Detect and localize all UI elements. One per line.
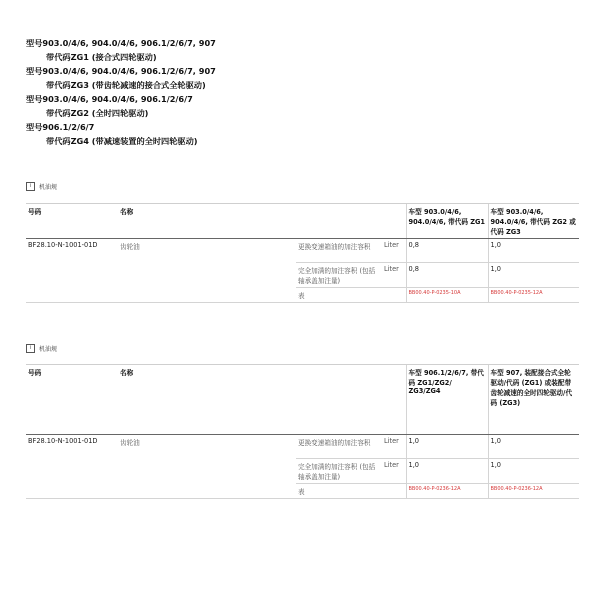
row-description: 表 <box>296 288 382 303</box>
model-header <box>26 36 586 148</box>
row-unit: Liter <box>382 459 406 484</box>
header-line: 带代码ZG3 (带齿轮减速的接合式全轮驱动) <box>46 80 206 90</box>
value-model-a: 0,8 <box>406 263 488 288</box>
col-header-blank <box>382 365 406 435</box>
part-number: BF28.10-N-1001-01D <box>26 239 118 303</box>
value-model-a: 1,0 <box>406 459 488 484</box>
part-name: 齿轮油 <box>118 435 296 499</box>
reference-link[interactable]: BB00.40-P-0236-12A <box>406 484 488 499</box>
section-title: 机油规 <box>39 346 58 353</box>
oil-table-1 <box>26 203 579 303</box>
header-line: 带代码ZG4 (带减速装置的全时四轮驱动) <box>46 136 198 146</box>
row-unit: Liter <box>382 239 406 263</box>
value-model-b: 1,0 <box>488 435 579 459</box>
row-unit: Liter <box>382 435 406 459</box>
info-icon: i <box>26 344 35 353</box>
col-header-number: 号码 <box>26 365 118 435</box>
header-line: 型号903.0/4/6, 904.0/4/6, 906.1/2/6/7 <box>26 94 193 104</box>
col-header-blank <box>296 204 382 239</box>
row-description: 更换变速箱油的加注容积 <box>296 435 382 459</box>
row-description: 完全加满的加注容积 (包括轴承盖加注量) <box>296 459 382 484</box>
col-header-model-a: 车型 903.0/4/6, 904.0/4/6, 带代码 ZG1 <box>406 204 488 239</box>
header-line: 带代码ZG2 (全时四轮驱动) <box>46 108 149 118</box>
col-header-blank <box>382 204 406 239</box>
value-model-a: 0,8 <box>406 239 488 263</box>
value-model-b: 1,0 <box>488 263 579 288</box>
section-label <box>26 344 57 353</box>
reference-link[interactable]: BB00.40-P-0235-12A <box>488 288 579 303</box>
header-line: 型号906.1/2/6/7 <box>26 122 95 132</box>
row-description: 更换变速箱油的加注容积 <box>296 239 382 263</box>
header-line: 型号903.0/4/6, 904.0/4/6, 906.1/2/6/7, 907 <box>26 38 216 48</box>
header-line: 带代码ZG1 (接合式四轮驱动) <box>46 52 157 62</box>
col-header-blank <box>296 365 382 435</box>
table-row <box>26 239 579 263</box>
row-unit: Liter <box>382 263 406 288</box>
reference-link[interactable]: BB00.40-P-0236-12A <box>488 484 579 499</box>
part-number: BF28.10-N-1001-01D <box>26 435 118 499</box>
table-row <box>26 435 579 459</box>
value-model-b: 1,0 <box>488 239 579 263</box>
col-header-name: 名称 <box>118 204 296 239</box>
row-unit <box>382 288 406 303</box>
info-icon: i <box>26 182 35 191</box>
col-header-model-b: 车型 907, 装配接合式全轮驱动/代码 (ZG1) 或装配带齿轮减速的全时四轮驱动/代码 (ZG3) <box>488 365 579 435</box>
section-title: 机油规 <box>39 184 58 191</box>
col-header-name: 名称 <box>118 365 296 435</box>
col-header-model-b: 车型 903.0/4/6, 904.0/4/6, 带代码 ZG2 或代码 ZG3 <box>488 204 579 239</box>
value-model-a: 1,0 <box>406 435 488 459</box>
header-line: 型号903.0/4/6, 904.0/4/6, 906.1/2/6/7, 907 <box>26 66 216 76</box>
part-name: 齿轮油 <box>118 239 296 303</box>
row-unit <box>382 484 406 499</box>
col-header-number: 号码 <box>26 204 118 239</box>
value-model-b: 1,0 <box>488 459 579 484</box>
oil-table-2 <box>26 364 579 499</box>
col-header-model-a: 车型 906.1/2/6/7, 带代码 ZG1/ZG2/ ZG3/ZG4 <box>406 365 488 435</box>
row-description: 完全加满的加注容积 (包括轴承盖加注量) <box>296 263 382 288</box>
section-label <box>26 182 57 191</box>
reference-link[interactable]: BB00.40-P-0235-10A <box>406 288 488 303</box>
row-description: 表 <box>296 484 382 499</box>
